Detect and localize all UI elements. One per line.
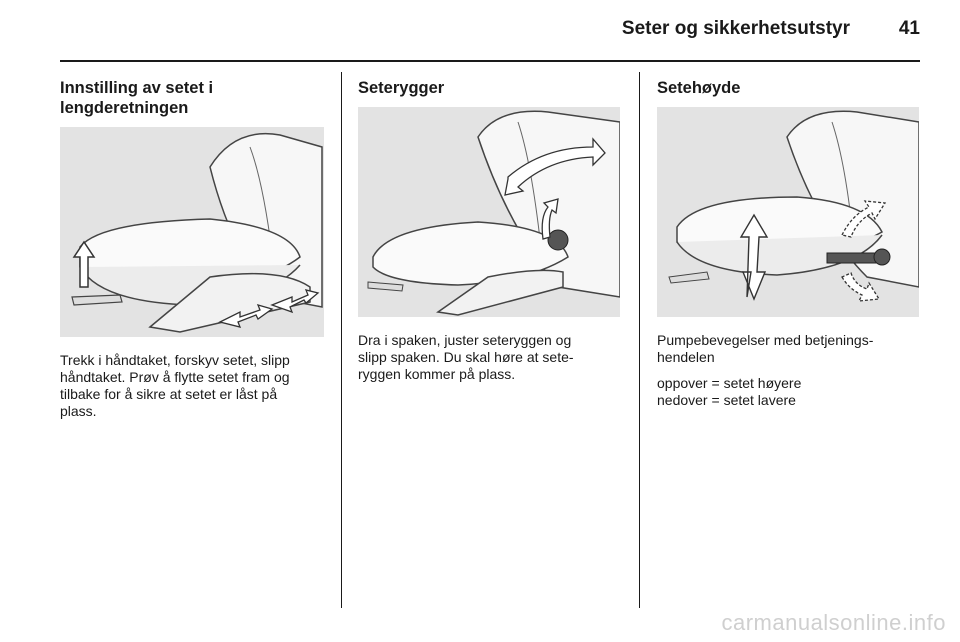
section-body bbox=[358, 332, 626, 383]
definition-term: oppover bbox=[657, 375, 708, 391]
section-heading-line-2: lengderetningen bbox=[60, 99, 189, 117]
watermark: carmanualsonline.info bbox=[721, 610, 946, 635]
column-divider-2 bbox=[639, 72, 640, 608]
section-heading bbox=[60, 78, 325, 118]
body-line: slipp spaken. Du skal høre at sete- bbox=[358, 349, 574, 365]
body-line: Pumpebevegelser med betjenings- bbox=[657, 332, 874, 348]
definition-separator: = bbox=[711, 392, 720, 408]
definition-term: nedover bbox=[657, 392, 708, 408]
section-backrest bbox=[358, 78, 623, 98]
body-line: hendelen bbox=[657, 349, 715, 365]
definition-row bbox=[657, 375, 801, 392]
backrest-illustration bbox=[358, 107, 620, 317]
definition-separator: = bbox=[711, 375, 720, 391]
body-line: plass. bbox=[60, 403, 97, 419]
section-body bbox=[657, 332, 925, 366]
section-heading: Setehøyde bbox=[657, 79, 741, 97]
definition-row bbox=[657, 392, 801, 409]
body-line: ryggen kommer på plass. bbox=[358, 366, 516, 382]
definition-list bbox=[657, 375, 801, 409]
definition-description: setet lavere bbox=[723, 392, 796, 408]
body-line: håndtaket. Prøv å flytte setet fram og bbox=[60, 369, 290, 385]
page-header-title: Seter og sikkerhetsutstyr bbox=[621, 18, 850, 39]
body-line: Trekk i håndtaket, forskyv setet, slipp bbox=[60, 352, 290, 368]
section-body bbox=[60, 352, 328, 420]
seat-height-illustration bbox=[657, 107, 919, 317]
seat-longitudinal-illustration bbox=[60, 127, 324, 337]
page-number: 41 bbox=[898, 18, 920, 39]
section-seat-height bbox=[657, 78, 922, 98]
column-divider-1 bbox=[341, 72, 342, 608]
body-line: Dra i spaken, juster seteryggen og bbox=[358, 332, 572, 348]
section-longitudinal bbox=[60, 78, 325, 118]
section-heading: Seterygger bbox=[358, 79, 445, 97]
definition-description: setet høyere bbox=[723, 375, 802, 391]
body-line: tilbake for å sikre at setet er låst på bbox=[60, 386, 278, 402]
header-rule bbox=[60, 60, 920, 62]
section-heading-line-1: Innstilling av setet i bbox=[60, 79, 214, 97]
